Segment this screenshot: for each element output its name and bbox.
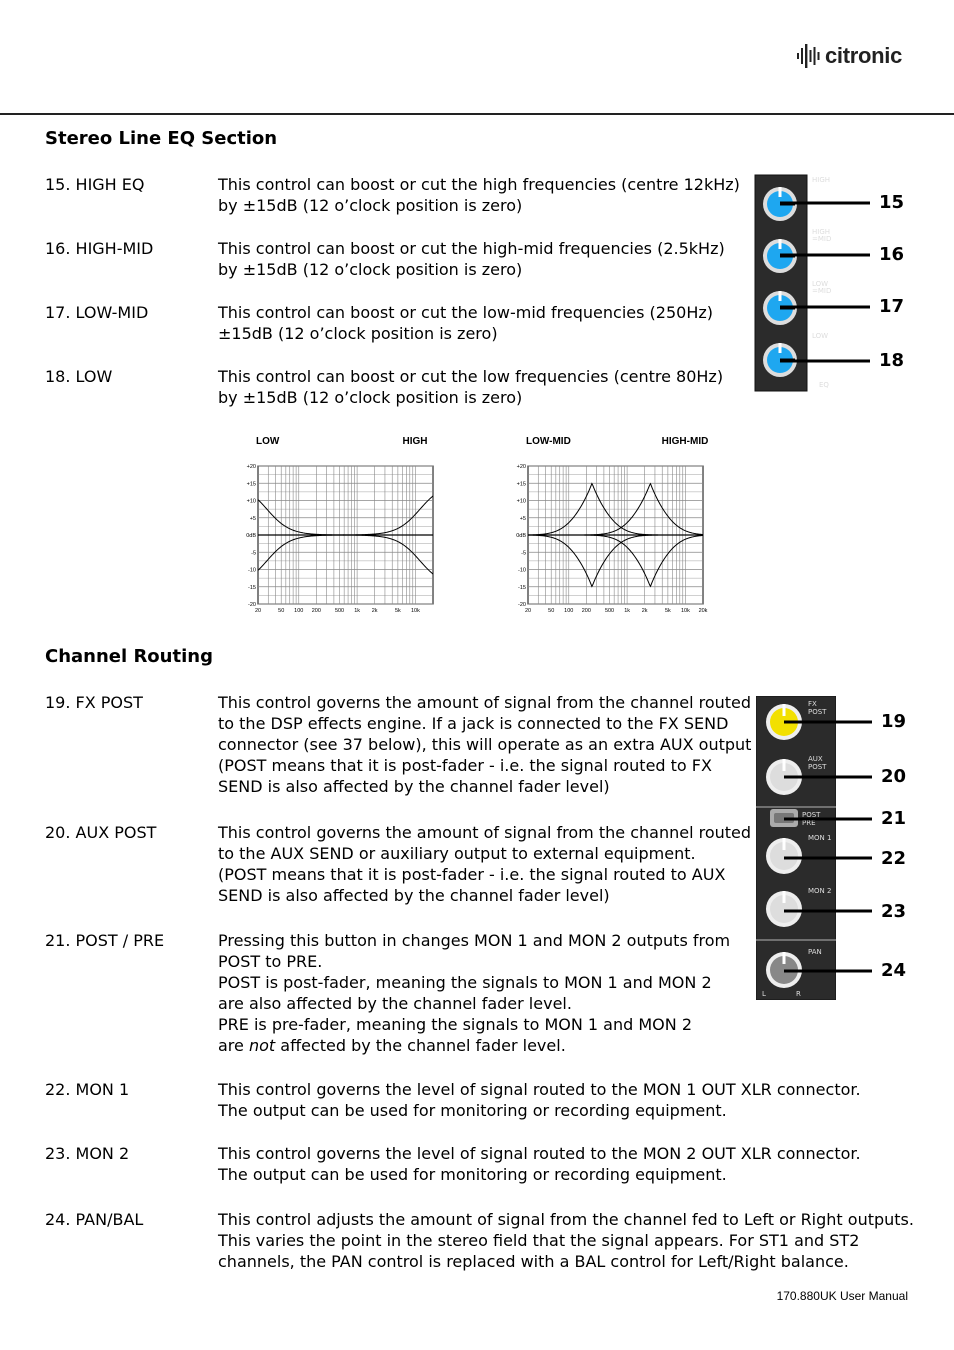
item-line: SEND is also affected by the channel fader level) [218, 886, 610, 905]
callout-18: 18 [879, 350, 905, 371]
callout-15: 15 [879, 192, 905, 213]
callout-24: 24 [881, 960, 907, 981]
chart-y-tick: -10 [518, 567, 526, 574]
text-part: affected by the channel fader level. [275, 1036, 566, 1055]
chart-x-tick: 50 [548, 608, 555, 614]
item-line: This control can boost or cut the high-mid frequencies (2.5kHz) [218, 239, 725, 258]
routing-knob-label: MON 1 [808, 834, 832, 842]
footer-manual-id: 170.880UK User Manual [776, 1289, 908, 1303]
item-label: 24. PAN/BAL [45, 1210, 144, 1229]
item-line: are also affected by the channel fader level. [218, 994, 572, 1013]
routing-knob-label: MON 2 [808, 887, 832, 895]
chart-x-tick: 100 [564, 608, 574, 614]
item-line: This varies the point in the stereo field that the signal appears. For ST1 and ST2 [218, 1231, 860, 1250]
item-line: This control can boost or cut the low-mid frequencies (250Hz) [218, 303, 713, 322]
item-line: by ±15dB (12 o’clock position is zero) [218, 260, 523, 279]
header-rule [0, 113, 954, 115]
chart-y-tick: -15 [248, 584, 256, 591]
eq-callout-lines [780, 195, 875, 365]
item-line: This control governs the level of signal routed to the MON 2 OUT XLR connector. [218, 1144, 861, 1163]
waveform-icon [797, 44, 821, 68]
text-part: are [218, 1036, 249, 1055]
citronic-logo [797, 42, 902, 70]
eq-knob-label: HIGH [812, 176, 831, 184]
item-line: The output can be used for monitoring or recording equipment. [218, 1165, 727, 1184]
item-label: 17. LOW-MID [45, 303, 149, 322]
eq-knob-label: HIGH [812, 228, 831, 236]
chart-x-tick: 500 [604, 608, 615, 614]
chart-title-right: HIGH-MID [661, 436, 709, 447]
item-label: 15. HIGH EQ [45, 175, 145, 194]
routing-callout-lines [784, 715, 876, 980]
callout-17: 17 [879, 296, 905, 317]
item-line: POST is post-fader, meaning the signals to MON 1 and MON 2 [218, 973, 712, 992]
callout-21: 21 [881, 808, 907, 829]
item-line: (POST means that it is post-fader - i.e. the signal routed to FX [218, 756, 712, 775]
chart-x-tick: 10k [411, 608, 420, 614]
item-label: 22. MON 1 [45, 1080, 130, 1099]
chart-y-tick: -20 [248, 602, 256, 608]
item-line: by ±15dB (12 o’clock position is zero) [218, 388, 523, 407]
chart-y-tick: +20 [246, 464, 256, 470]
item-line: This control can boost or cut the high frequencies (centre 12kHz) [218, 175, 740, 194]
pan-left-mark: L [762, 990, 766, 998]
chart-y-tick: +5 [249, 515, 256, 522]
item-line: channels, the PAN control is replaced with a BAL control for Left/Right balance. [218, 1252, 849, 1271]
post-pre-label: PRE [802, 819, 816, 827]
chart-x-tick: 20 [254, 608, 262, 614]
chart-y-tick: +20 [516, 464, 526, 470]
chart-title-left: LOW-MID [526, 436, 571, 447]
chart-x-tick: 5k [394, 608, 401, 614]
chart-y-tick: -15 [518, 584, 526, 591]
item-line: This control can boost or cut the low frequencies (centre 80Hz) [218, 367, 724, 386]
eq-knob-label: =MID [812, 287, 832, 295]
chart-x-tick: 200 [311, 608, 321, 614]
item-line: connector (see 37 below), this will operate as an extra AUX output [218, 735, 752, 754]
chart-y-tick: 0dB [246, 533, 256, 539]
item-line [218, 1035, 730, 1056]
emphasis-not: not [248, 1036, 276, 1055]
chart-x-tick: 2k [641, 608, 648, 614]
chart-y-tick: -10 [248, 567, 256, 574]
chart-x-tick: 50 [278, 608, 285, 614]
routing-knob-label: POST [808, 763, 827, 771]
callout-16: 16 [879, 244, 905, 265]
section-title-eq: Stereo Line EQ Section [45, 128, 278, 149]
callout-22: 22 [881, 848, 907, 869]
chart-x-tick: 500 [334, 608, 345, 614]
item-label: 18. LOW [45, 367, 113, 386]
item-line: to the DSP effects engine. If a jack is connected to the FX SEND [218, 714, 729, 733]
eq-knob-label: LOW [812, 280, 829, 288]
chart-y-tick: -5 [251, 550, 256, 557]
item-line: POST to PRE. [218, 952, 323, 971]
chart-x-tick: 100 [294, 608, 304, 614]
brand-name: citronic [825, 43, 903, 68]
item-label: 23. MON 2 [45, 1144, 130, 1163]
item-line: This control governs the level of signal routed to the MON 1 OUT XLR connector. [218, 1080, 861, 1099]
routing-knob-label: AUX [808, 755, 823, 763]
item-line: Pressing this button in changes MON 1 and MON 2 outputs from [218, 931, 731, 950]
chart-x-tick: 20 [524, 608, 532, 614]
item-line: SEND is also affected by the channel fader level) [218, 777, 610, 796]
item-line: This control adjusts the amount of signal from the channel fed to Left or Right outputs. [218, 1210, 914, 1229]
routing-knob-label: FX [808, 700, 817, 708]
eq-chart-low-high [238, 432, 453, 621]
post-pre-label: POST [802, 811, 821, 819]
eq-label: EQ [819, 381, 829, 389]
chart-x-tick: 200 [581, 608, 591, 614]
item-line: by ±15dB (12 o’clock position is zero) [218, 196, 523, 215]
chart-x-tick: 5k [664, 608, 671, 614]
item-line: The output can be used for monitoring or recording equipment. [218, 1101, 727, 1120]
chart-x-tick: 1k [354, 608, 361, 614]
routing-knob-label: POST [808, 708, 827, 716]
chart-y-tick: +15 [246, 481, 256, 488]
chart-y-tick: +15 [516, 481, 526, 488]
item-label: 19. FX POST [45, 693, 143, 712]
eq-knob-label: LOW [812, 332, 829, 340]
item-line: This control governs the amount of signal from the channel routed [218, 823, 752, 842]
chart-x-tick: 20k [698, 608, 708, 614]
chart-x-tick: 1k [624, 608, 631, 614]
item-line: ±15dB (12 o’clock position is zero) [218, 324, 498, 343]
item-label: 21. POST / PRE [45, 931, 165, 950]
callout-19: 19 [881, 711, 907, 732]
pan-right-mark: R [796, 990, 801, 998]
chart-y-tick: -20 [518, 602, 526, 608]
eq-chart-mid [508, 432, 723, 621]
item-line: PRE is pre-fader, meaning the signals to MON 1 and MON 2 [218, 1015, 692, 1034]
section-title-routing: Channel Routing [45, 646, 213, 667]
chart-y-tick: +10 [246, 498, 256, 505]
chart-y-tick: +10 [516, 498, 526, 505]
chart-x-tick: 10k [681, 608, 690, 614]
eq-chart-svg-1 [238, 432, 453, 617]
item-line: This control governs the amount of signal from the channel routed [218, 693, 752, 712]
item-line: to the AUX SEND or auxiliary output to external equipment. [218, 844, 696, 863]
chart-y-tick: +5 [519, 515, 526, 522]
item-line: (POST means that it is post-fader - i.e. the signal routed to AUX [218, 865, 726, 884]
callout-20: 20 [881, 766, 907, 787]
chart-title-left: LOW [256, 436, 280, 447]
chart-y-tick: -5 [521, 550, 526, 557]
chart-title-right: HIGH [402, 436, 428, 447]
item-label: 16. HIGH-MID [45, 239, 154, 258]
chart-x-tick: 2k [371, 608, 378, 614]
routing-knob-label: PAN [808, 948, 822, 956]
item-label: 20. AUX POST [45, 823, 157, 842]
callout-23: 23 [881, 901, 907, 922]
eq-knob-label: =MID [812, 235, 832, 243]
eq-chart-svg-2 [508, 432, 723, 617]
chart-y-tick: 0dB [516, 533, 526, 539]
